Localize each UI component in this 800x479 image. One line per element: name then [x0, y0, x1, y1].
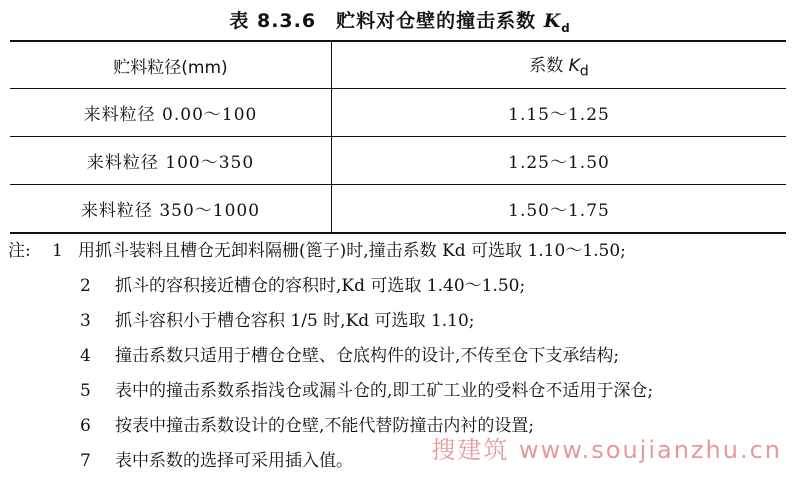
table-header-row — [10, 41, 786, 89]
header-coefficient-symbol: K — [568, 55, 580, 76]
notes-prefix: 注: — [8, 241, 31, 261]
watermark: 搜建筑 www.soujianzhu.cn — [431, 436, 782, 464]
note-item — [8, 374, 798, 409]
note-item — [8, 339, 798, 374]
note-text: 按表中撞击系数设计的仓壁,不能代替防撞击内衬的设置; — [115, 416, 535, 436]
header-coefficient — [332, 41, 787, 89]
impact-coefficient-table — [10, 40, 786, 234]
note-number: 4 — [80, 346, 91, 366]
note-number: 2 — [80, 276, 91, 296]
row-particle-size: 来料粒径 350～1000 — [10, 185, 332, 234]
table-row — [10, 89, 786, 137]
row-coefficient: 1.15～1.25 — [332, 89, 787, 137]
note-text: 抓斗容积小于槽仓容积 1/5 时,Kd 可选取 1.10; — [115, 311, 475, 331]
header-particle-size: 贮料粒径(mm) — [10, 41, 332, 89]
note-item — [8, 234, 798, 269]
note-number: 7 — [80, 451, 91, 471]
header-coefficient-text: 系数 — [529, 55, 569, 76]
note-item — [8, 269, 798, 304]
note-number: 5 — [80, 381, 91, 401]
table-title-text: 表 8.3.6 贮料对仓壁的撞击系数 — [229, 10, 544, 32]
note-text: 表中的撞击系数系指浅仓或漏斗仓的,即工矿工业的受料仓不适用于深仓; — [115, 381, 654, 401]
row-particle-size: 来料粒径 0.00～100 — [10, 89, 332, 137]
note-item — [8, 304, 798, 339]
note-text: 用抓斗装料且槽仓无卸料隔栅(篦子)时,撞击系数 Kd 可选取 1.10～1.50; — [78, 241, 626, 261]
table-row — [10, 185, 786, 234]
note-number: 6 — [80, 416, 91, 436]
table-title — [0, 6, 800, 35]
note-text: 表中系数的选择可采用插入值。 — [115, 451, 353, 471]
row-coefficient: 1.25～1.50 — [332, 137, 787, 185]
table-title-symbol: K — [543, 10, 562, 32]
table-row — [10, 137, 786, 185]
header-coefficient-subscript: d — [579, 63, 589, 80]
note-text: 抓斗的容积接近槽仓的容积时,Kd 可选取 1.40～1.50; — [115, 276, 526, 296]
note-number: 3 — [80, 311, 91, 331]
row-coefficient: 1.50～1.75 — [332, 185, 787, 234]
row-particle-size: 来料粒径 100～350 — [10, 137, 332, 185]
table-title-subscript: d — [561, 20, 571, 35]
note-text: 撞击系数只适用于槽仓仓壁、仓底构件的设计,不传至仓下支承结构; — [115, 346, 620, 366]
note-number: 1 — [52, 241, 63, 261]
